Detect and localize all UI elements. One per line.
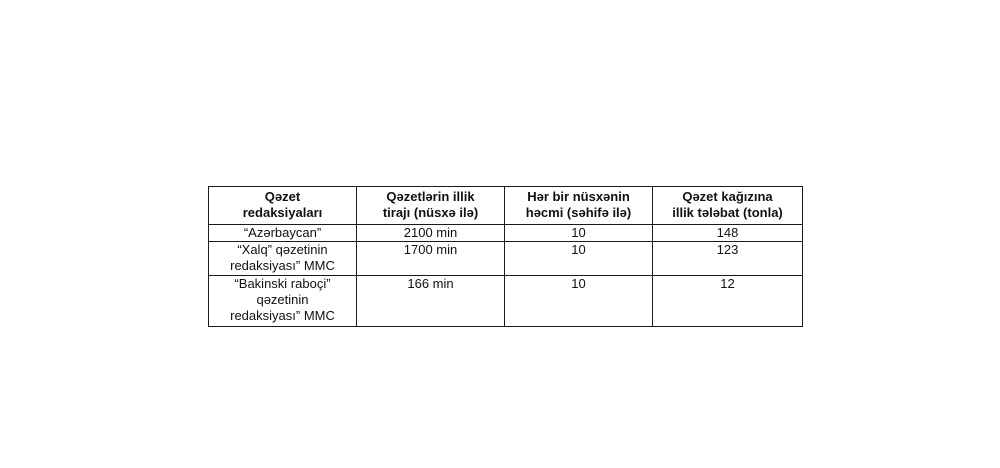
header-annual-circulation: Qəzetlərin illik tirajı (nüsxə ilə) bbox=[357, 187, 505, 225]
table-row bbox=[209, 242, 803, 276]
table-row bbox=[209, 276, 803, 327]
cell-newspaper-name: “Bakinski raboçi” qəzetinin redaksiyası” MMC bbox=[209, 276, 357, 327]
cell-circulation: 166 min bbox=[357, 276, 505, 327]
cell-newspaper-name: “Azərbaycan” bbox=[209, 225, 357, 242]
cell-newspaper-name: “Xalq” qəzetinin redaksiyası” MMC bbox=[209, 242, 357, 276]
cell-paper-demand: 123 bbox=[653, 242, 803, 276]
cell-paper-demand: 12 bbox=[653, 276, 803, 327]
cell-pages: 10 bbox=[505, 225, 653, 242]
cell-circulation: 2100 min bbox=[357, 225, 505, 242]
cell-circulation: 1700 min bbox=[357, 242, 505, 276]
header-pages-per-copy: Hər bir nüsxənin həcmi (səhifə ilə) bbox=[505, 187, 653, 225]
newspaper-paper-demand-table bbox=[208, 186, 803, 327]
table-header-row bbox=[209, 187, 803, 225]
cell-pages: 10 bbox=[505, 276, 653, 327]
cell-pages: 10 bbox=[505, 242, 653, 276]
header-annual-paper-demand: Qəzet kağızına illik tələbat (tonla) bbox=[653, 187, 803, 225]
header-newspaper-editorial: Qəzet redaksiyaları bbox=[209, 187, 357, 225]
cell-paper-demand: 148 bbox=[653, 225, 803, 242]
table-row bbox=[209, 225, 803, 242]
